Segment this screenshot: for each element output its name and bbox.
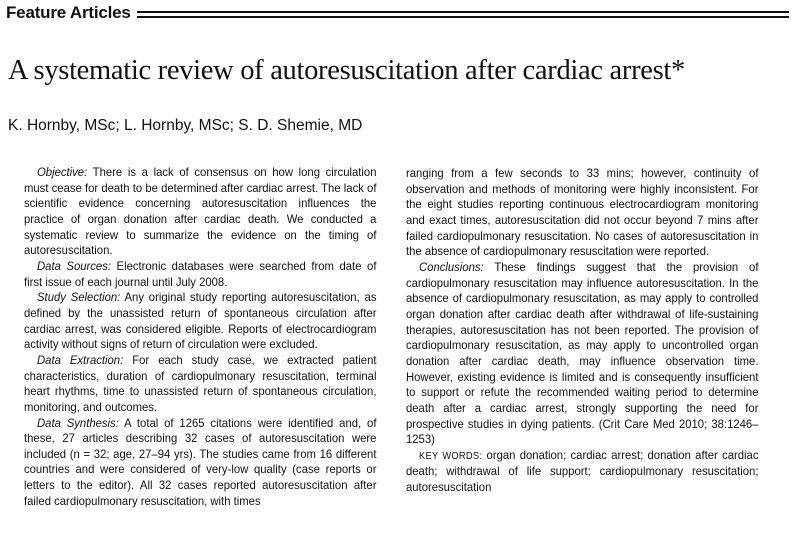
- abstract-column-right: [406, 166, 758, 496]
- abstract-data-extraction: [24, 353, 376, 416]
- data-extraction-label: Data Extraction:: [37, 352, 124, 367]
- abstract-column-left: [24, 165, 376, 509]
- data-sources-label: Data Sources:: [37, 258, 111, 273]
- conclusions-label: Conclusions:: [419, 259, 484, 274]
- article-authors: K. Hornby, MSc; L. Hornby, MSc; S. D. Shemie, MD: [8, 117, 363, 134]
- objective-text: There is a lack of consensus on how long circulation must cease for death to be determined after cardiac arrest. The lack of scientific evidence concerning autoresuscitation influences the practice of organ donation after cardiac death. We conducted a systematic review to summarize the evidence on the timing of autoresuscitation.: [24, 165, 377, 258]
- abstract-data-sources: [24, 259, 376, 290]
- study-selection-label: Study Selection:: [37, 290, 121, 305]
- section-header: [6, 2, 789, 24]
- data-sources-text: Electronic databases were searched from date of first issue of each journal until July 2008.: [24, 258, 377, 289]
- key-words-label: KEY WORDS:: [419, 450, 483, 462]
- objective-label: Objective:: [37, 165, 88, 179]
- data-synthesis-continued: ranging from a few seconds to 33 mins; however, continuity of observation and methods of monitoring were highly inconsistent. For the eight studies reporting continuous electrocardiogram monitoring and exact times, autoresuscitation did not occur beyond 7 mins after failed cardiopulmonary resuscitation. No cases of autoresuscitation in the absence of cardiopulmonary resuscitation were reported.: [406, 166, 759, 259]
- conclusions-text: These findings suggest that the provision of cardiopulmonary resuscitation may influence autoresuscitation. In the absence of cardiopulmonary resuscitation, as may apply to controlled organ donation after cardiac death after withdrawal of life-sustaining therapies, autoresuscitation has not been reported. The provision of cardiopulmonary resuscitation, as may apply to uncontrolled organ donation after cardiac death, may influence observation time. However, existing evidence is limited and is consequently insufficient to support or refute the recommended waiting period to determine death after a cardiac arrest, strongly supporting the need for prospective studies in dying patients. (Crit Care Med 2010; 38:1246–1253): [406, 259, 759, 447]
- data-synthesis-text: A total of 1265 citations were identified and, of these, 27 articles describing 32 cases of autoresuscitation were included (n = 32; age, 27–94 yrs). The studies came from 16 different countries and were considered of very-low quality (case reports or letters to the editor). All 32 cases reported autoresuscitation after failed cardiopulmonary resuscitation, with times: [24, 415, 377, 508]
- abstract-study-selection: [24, 290, 376, 353]
- abstract-data-synthesis: [24, 416, 376, 510]
- data-synthesis-label: Data Synthesis:: [37, 415, 119, 430]
- abstract-conclusions: [406, 260, 758, 448]
- study-selection-text: Any original study reporting autoresuscitation, as defined by the unassisted return of spontaneous circulation after cardiac arrest, was considered eligible. Reports of electrocardiogram activity without signs of return of circulation were excluded.: [24, 290, 377, 352]
- section-label: Feature Articles: [6, 3, 131, 22]
- data-extraction-text: For each study case, we extracted patient characteristics, duration of cardiopulmonary resuscitation, terminal heart rhythms, time to unassisted return of spontaneous circulation, monitoring, and outcomes.: [24, 352, 377, 414]
- key-words-text: organ donation; cardiac arrest; donation after cardiac death; withdrawal of life support; cardiopulmonary resuscitation; autoresuscitation: [406, 447, 759, 495]
- article-title: A systematic review of autoresuscitation after cardiac arrest*: [8, 55, 685, 86]
- abstract-objective: [24, 165, 376, 259]
- abstract-key-words: [406, 448, 758, 496]
- section-rule: [137, 11, 789, 18]
